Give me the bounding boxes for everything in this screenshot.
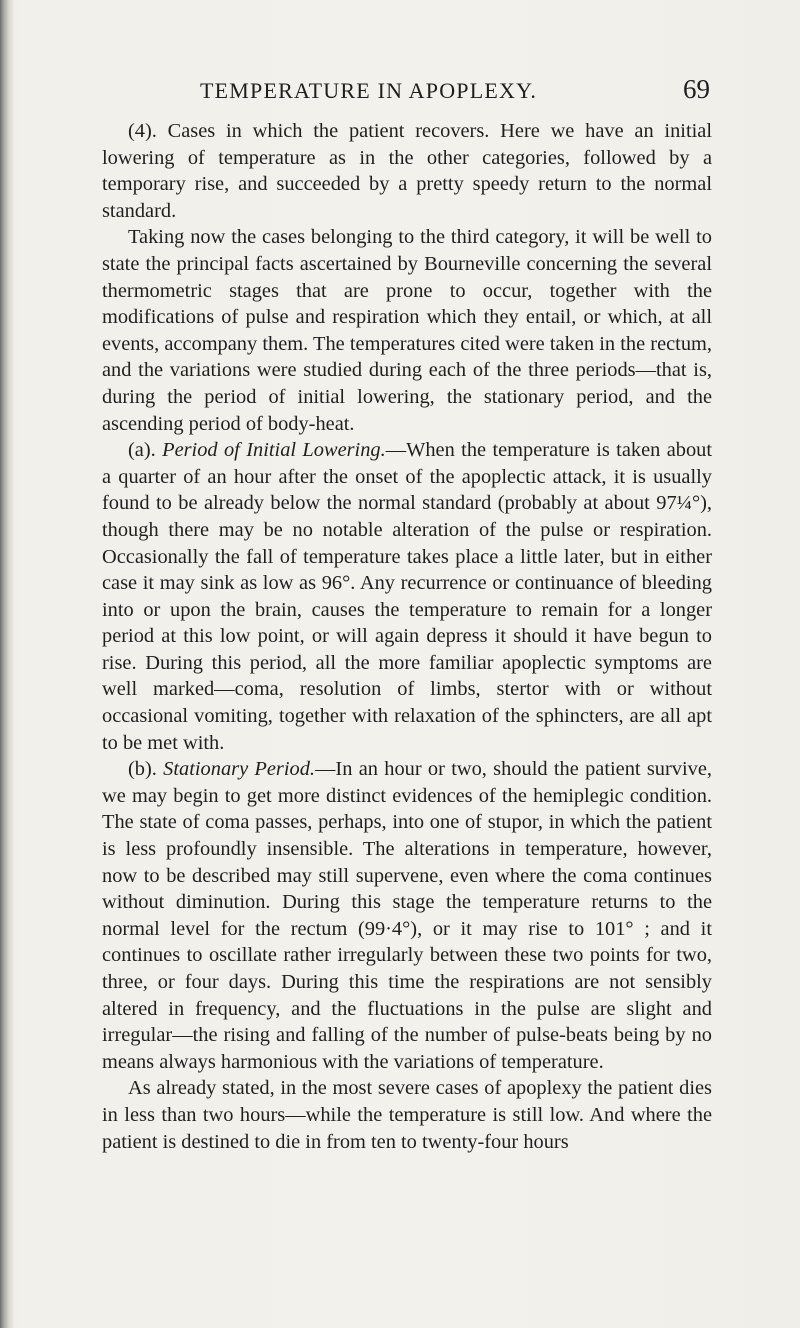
paragraph-severe-cases: As already stated, in the most severe cases of apoplexy the patient dies in less than two hours—while the temperature is still low. And where the patient is destined to die in from ten to twenty-four hours xyxy=(102,1077,712,1153)
section-body-initial-lowering: —When the temperature is taken about a quarter of an hour after the onset of the apoplectic attack, it is usually found to be already below the normal standard (probably at about 97¼°), though there may be no notable alteration of the pulse or respiration. Occasionally the fall of temperature takes place a little later, but in either case it may sink as low as 96°. Any recurrence or continuance of bleeding into or upon the brain, causes the temperature to remain for a longer period at this low point, or will again depress it should it have begun to rise. During this period, all the more familiar apoplectic symptoms are well marked—coma, resolution of limbs, stertor with or without occasional vomiting, together with relaxation of the sphincters, are all apt to be met with. xyxy=(102,439,712,754)
section-body-stationary-period: —In an hour or two, should the patient survive, we may begin to get more distinct evidences of the hemiplegic condition. The state of coma passes, perhaps, into one of stupor, in which the patient is less profoundly insensible. The alterations in temperature, however, now to be described may still supervene, even where the coma continues without diminution. During this stage the temperature returns to the normal level for the rectum (99·4°), or it may rise to 101° ; and it continues to oscillate rather irregularly between these two points for two, three, or four days. During this time the respirations are not sensibly altered in frequency, and the fluctuations in the pulse are slight and irregular—the rising and falling of the number of pulse-beats being by no means always harmonious with the variations of temperature. xyxy=(102,758,712,1073)
paragraph-stationary-period xyxy=(102,756,712,1075)
paragraph-category-4: (4). Cases in which the patient recovers. Here we have an initial lowering of temperature as in the other categories, followed by a temporary rise, and succeeded by a pretty speedy return to the normal standard. xyxy=(102,120,712,222)
section-heading-stationary-period: Stationary Period. xyxy=(163,758,316,781)
section-marker-b: (b). xyxy=(128,758,164,781)
section-marker-a: (a). xyxy=(128,439,163,462)
page-header xyxy=(100,76,710,108)
body-text xyxy=(102,118,712,1155)
running-head: TEMPERATURE IN APOPLEXY. xyxy=(200,78,538,103)
paragraph-third-category: Taking now the cases belonging to the third category, it will be well to state the principal facts ascertained by Bourneville concerning the several thermometric stages that are prone to occur, together with the modifications of pulse and respiration which they entail, or which, at all events, accompany them. The temperatures cited were taken in the rectum, and the variations were studied during each of the three periods—that is, during the period of initial lowering, the stationary period, and the ascending period of body-heat. xyxy=(102,226,712,435)
section-heading-initial-lowering: Period of Initial Lowering. xyxy=(162,439,386,462)
page-number: 69 xyxy=(683,74,710,104)
page-gutter-shadow xyxy=(0,0,14,1328)
paragraph-initial-lowering xyxy=(102,437,712,756)
